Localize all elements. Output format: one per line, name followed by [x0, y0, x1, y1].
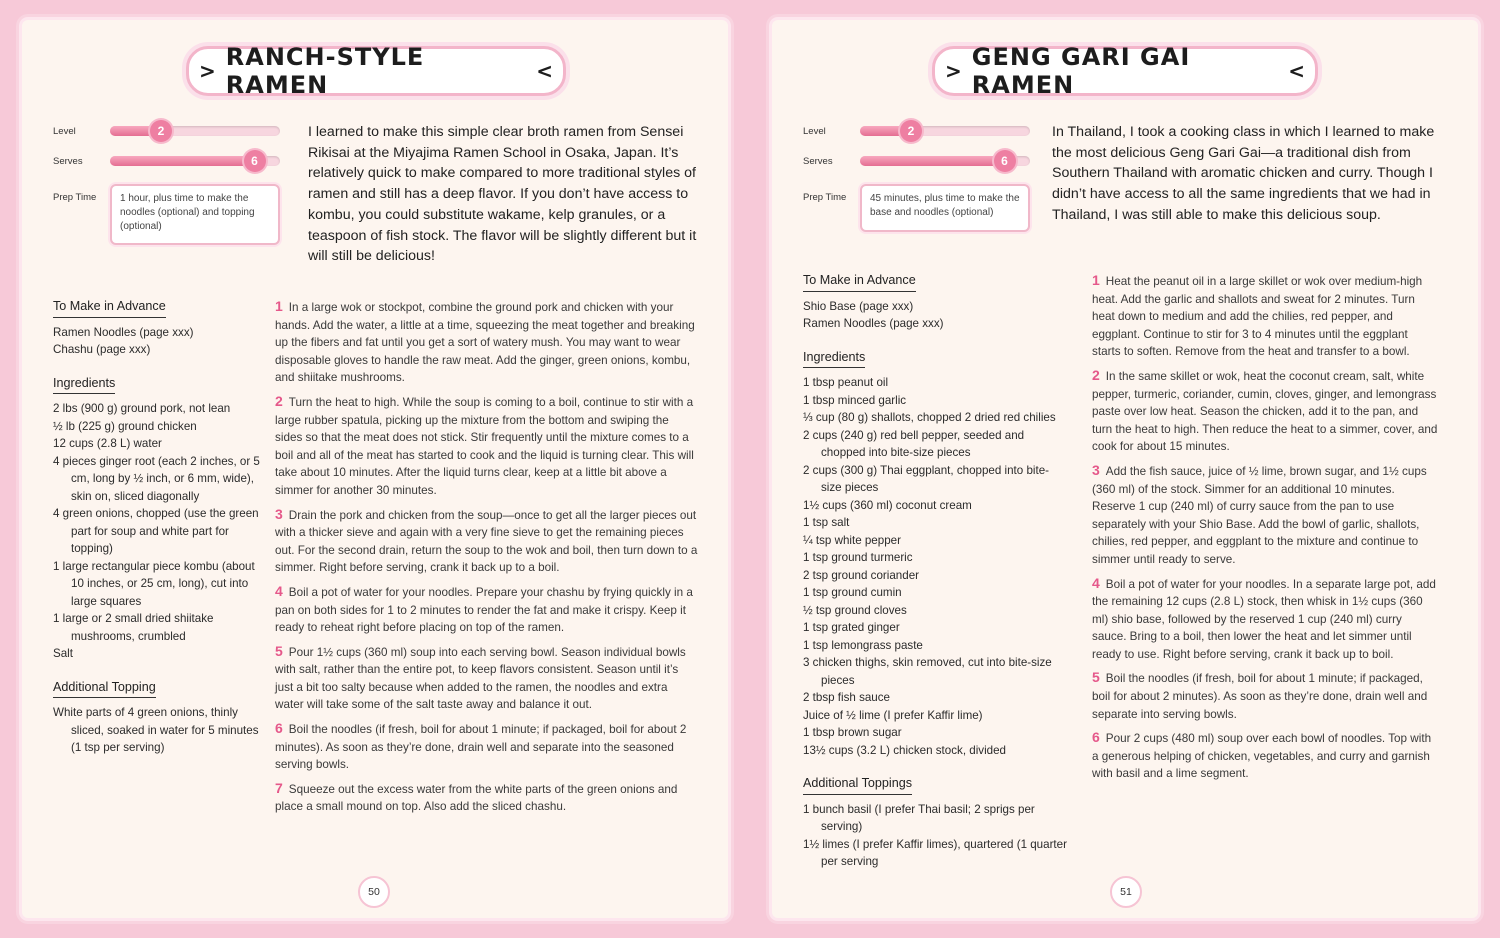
instruction-step: [1092, 462, 1438, 569]
ingredient-item: Ramen Noodles (page xxx): [803, 317, 944, 330]
step-number: 1: [1092, 272, 1100, 288]
step-number: 2: [275, 392, 283, 409]
instruction-step: [1092, 575, 1438, 664]
step-number: 4: [275, 582, 283, 599]
section-heading: Ingredients: [53, 375, 115, 395]
step-number: 1: [275, 298, 283, 314]
step-text: Pour 2 cups (480 ml) soup over each bowl of noodles. Top with a generous helping of chicken, vegetables, and curry and garnish with basil and a lime segment.: [1092, 732, 1432, 781]
right-page: [772, 20, 1478, 918]
step-text: Pour 1½ cups (360 ml) soup into each serving bowl. Season individual bowls with salt, rather than the entire pot, to keep flavors consistent. Season until it’s just a bit too salty because when added to the ramen, the noodles and extra water will take some of the salt taste away and balance it out.: [275, 645, 686, 712]
section-heading: To Make in Advance: [803, 272, 916, 292]
step-number: 4: [1092, 574, 1100, 591]
ingredient-item: Chashu (page xxx): [53, 343, 151, 356]
instruction-step: [275, 393, 699, 500]
ingredient-item: 1½ cups (360 ml) coconut cream: [803, 498, 972, 512]
instructions: [275, 298, 699, 822]
ingredient-item: 1 tbsp brown sugar: [803, 726, 902, 739]
level-bar: [860, 126, 1030, 136]
ingredient-item: 1 tsp salt: [803, 516, 850, 529]
section-heading: To Make in Advance: [53, 298, 166, 318]
ingredient-item: White parts of 4 green onions, thinly sliced, soaked in water for 5 minutes (1 tsp per serving): [53, 706, 259, 754]
ingredients-sidebar: [803, 272, 1069, 887]
chevron-left-icon: <: [1288, 59, 1305, 83]
step-text: Squeeze out the excess water from the white parts of the green onions and place a small mound on top. Also add the sliced chashu.: [275, 782, 678, 814]
level-flower-icon: 2: [150, 120, 172, 142]
section-heading: Additional Toppings: [803, 775, 912, 795]
serves-label: Serves: [53, 156, 83, 167]
recipe-title: RANCH-STYLE RAMEN: [225, 43, 425, 99]
ingredient-item: 1 tsp lemongrass paste: [803, 638, 923, 652]
instruction-step: [275, 643, 699, 714]
step-number: 5: [275, 642, 283, 659]
ingredient-item: 2 tsp ground coriander: [803, 568, 920, 582]
instruction-step: [275, 720, 699, 774]
ingredient-item: ¼ tsp white pepper: [803, 533, 901, 547]
serves-bar: [110, 156, 280, 166]
step-number: 2: [1092, 366, 1100, 383]
ingredient-section: [803, 775, 1069, 871]
ingredient-section: [53, 375, 263, 663]
intro-paragraph: In Thailand, I took a cooking class in which I learned to make the most delicious Geng Gari Gai—a traditional dish from Southern Thailand with aromatic chicken and curry. Though I didn’t have access to all the same ingredients that we had in Thailand, I was still able to make this delicious soup.: [1052, 124, 1435, 223]
serves-flower-icon: 6: [994, 150, 1016, 172]
serves-bar-fill: [860, 156, 1005, 166]
instructions: [1092, 272, 1438, 789]
ingredients-sidebar: [53, 298, 263, 773]
chevron-right-icon: >: [945, 59, 962, 83]
ingredient-section: [53, 679, 263, 757]
page-number: 50: [358, 876, 390, 908]
ingredient-section: [803, 349, 1069, 760]
recipe-title-banner: [186, 43, 566, 99]
step-text: Boil the noodles (if fresh, boil for about 1 minute; if packaged, boil for about 2 minutes). As soon as they’re done, drain well and separate into the seasoned serving bowls.: [275, 723, 687, 772]
instruction-step: [275, 583, 699, 637]
serves-label: Serves: [803, 156, 833, 167]
step-text: Boil a pot of water for your noodles. In a separate large pot, add the remaining 12 cups (2.8 L) stock, then whisk in 1½ cups (360 ml) shio base, followed by the reserved 1 cup (240 ml) curry sauce. Bring to a boil, then lower the heat and let simmer until ready to use. Right before serving, crank it back up to boil.: [1092, 577, 1436, 661]
step-text: Heat the peanut oil in a large skillet or wok over medium-high heat. Add the garlic and shallots and sweat for 2 minutes. Turn heat down to medium and add the chilies, red pepper, and eggplant. Continue to stir for 3 to 4 minutes until the eggplant starts to soften. Remove from the heat and transfer to a bowl.: [1092, 275, 1423, 359]
ingredient-item: 2 lbs (900 g) ground pork, not lean: [53, 402, 231, 415]
step-text: In a large wok or stockpot, combine the ground pork and chicken with your hands. Add the water, a little at a time, squeezing the meat together and breaking up the fibers and fat until you get a sort of watery mush. You may want to wear disposable gloves to handle the raw meat. Add the ginger, green onions, kombu, and shiitake mushrooms.: [275, 301, 695, 385]
instruction-step: [1092, 272, 1438, 361]
ingredient-item: 1 large rectangular piece kombu (about 10 inches, or 25 cm, long), cut into large squares: [53, 559, 255, 608]
prep-time-label: Prep Time: [53, 192, 97, 203]
step-text: Boil a pot of water for your noodles. Prepare your chashu by frying quickly in a pan on both sides for 1 to 2 minutes to render the fat and make it crispy. Keep it ready to reheat right before placing on top of the ramen.: [275, 585, 693, 635]
level-flower-icon: 2: [900, 120, 922, 142]
intro-paragraph: I learned to make this simple clear broth ramen from Sensei Rikisai at the Miyajima Ramen School in Osaka, Japan. It’s relatively quick to make compared to more traditional styles of ramen and still has a deep flavor. If you don’t have access to kombu, you could substitute wakame, kelp granules, or a teaspoon of fish stock. The flavor will be slightly different but it will still be delicious!: [308, 124, 697, 265]
ingredient-item: 1 bunch basil (I prefer Thai basil; 2 sprigs per serving): [803, 802, 1035, 833]
serves-bar-fill: [110, 156, 255, 166]
instruction-step: [1092, 367, 1438, 456]
ingredient-item: ⅓ cup (80 g) shallots, chopped 2 dried red chilies: [803, 411, 1056, 424]
section-heading: Additional Topping: [53, 679, 156, 699]
prep-time-value: 1 hour, plus time to make the noodles (optional) and topping (optional): [110, 184, 280, 245]
ingredient-item: 2 cups (300 g) Thai eggplant, chopped into bite-size pieces: [803, 463, 1049, 494]
instruction-step: [1092, 729, 1438, 783]
step-number: 6: [275, 720, 283, 737]
step-text: Drain the pork and chicken from the soup—once to get all the larger pieces out with a thicker sieve and again with a very fine sieve to get the remaining pieces out. For the second drain, return the soup to the wok and boil, then turn down to a simmer. Right before serving, crank it back up to a boil.: [275, 508, 698, 575]
recipe-title-banner: [932, 43, 1318, 99]
ingredient-item: 1 tbsp peanut oil: [803, 376, 889, 389]
left-page: [22, 20, 728, 918]
serves-bar: [860, 156, 1030, 166]
step-text: In the same skillet or wok, heat the coconut cream, salt, white pepper, turmeric, coriander, cumin, cloves, ginger, and lemongrass paste over low heat. Season the chicken, add it to the pan, and turn the heat to high. Then reduce the heat to a simmer, cover, and cook for about 15 minutes.: [1092, 369, 1438, 454]
level-label: Level: [53, 126, 76, 137]
step-number: 3: [275, 505, 283, 522]
ingredient-item: 1 tsp grated ginger: [803, 621, 900, 634]
ingredient-item: 3 chicken thighs, skin removed, cut into bite-size pieces: [803, 656, 1052, 687]
step-number: 6: [1092, 729, 1100, 746]
ingredient-item: 2 cups (240 g) red bell pepper, seeded and chopped into bite-size pieces: [803, 428, 1025, 459]
section-heading: Ingredients: [803, 349, 865, 369]
instruction-step: [275, 506, 699, 577]
instruction-step: [1092, 669, 1438, 723]
chevron-left-icon: <: [536, 59, 553, 83]
ingredient-item: Ramen Noodles (page xxx): [53, 325, 194, 339]
ingredient-item: 1 tsp ground turmeric: [803, 551, 913, 564]
ingredient-item: ½ tsp ground cloves: [803, 603, 907, 617]
step-number: 5: [1092, 669, 1100, 686]
serves-flower-icon: 6: [244, 150, 266, 172]
ingredient-item: 1 tsp ground cumin: [803, 586, 902, 599]
recipe-title: GENG GARI GAI RAMEN: [971, 43, 1191, 99]
ingredient-section: [53, 298, 263, 359]
prep-time-value: 45 minutes, plus time to make the base and noodles (optional): [860, 184, 1030, 232]
prep-time-label: Prep Time: [803, 192, 847, 203]
chevron-right-icon: >: [199, 59, 216, 83]
ingredient-item: 4 pieces ginger root (each 2 inches, or 5 cm, long by ½ inch, or 6 mm, wide), skin on, sliced diagonally: [53, 454, 260, 503]
ingredient-item: 1 large or 2 small dried shiitake mushrooms, crumbled: [53, 612, 214, 643]
ingredient-item: 4 green onions, chopped (use the green part for soup and white part for topping): [53, 507, 259, 555]
ingredient-item: 2 tbsp fish sauce: [803, 691, 891, 704]
ingredient-item: 13½ cups (3.2 L) chicken stock, divided: [803, 743, 1006, 757]
step-number: 3: [1092, 461, 1100, 478]
ingredient-item: 12 cups (2.8 L) water: [53, 437, 162, 450]
page-number: 51: [1110, 876, 1142, 908]
ingredient-item: 1 tbsp minced garlic: [803, 393, 907, 407]
instruction-step: [275, 780, 699, 816]
ingredient-item: Shio Base (page xxx): [803, 299, 914, 313]
ingredient-item: ½ lb (225 g) ground chicken: [53, 419, 197, 433]
step-text: Turn the heat to high. While the soup is coming to a boil, continue to stir with a large rubber spatula, picking up the mixture from the bottom and swiping the sides so that the meat does not stick. Stir frequently until the mixture comes to a boil and all of the meat has started to cook and the liquid is turning clear. This will take about 10 minutes. After the liquid turns clear, keep at a little bit above a simmer for another 30 minutes.: [275, 395, 694, 497]
step-number: 7: [275, 779, 283, 796]
ingredient-item: Salt: [53, 647, 73, 660]
ingredient-section: [803, 272, 1069, 333]
step-text: Add the fish sauce, juice of ½ lime, brown sugar, and 1½ cups (360 ml) of the stock. Simmer for an additional 10 minutes. Reserve 1 cup (240 ml) of curry sauce from the pan to use separately with your Shio Base. Add the bowl of garlic, shallots, chilies, red pepper, and eggplant to the mixture and continue to simmer until ready to serve.: [1092, 464, 1427, 566]
step-text: Boil the noodles (if fresh, boil for about 1 minute; if packaged, boil for about 2 minutes). As soon as they’re done, drain well and separate into serving bowls.: [1092, 672, 1428, 721]
ingredient-item: Juice of ½ lime (I prefer Kaffir lime): [803, 708, 983, 722]
ingredient-item: 1½ limes (I prefer Kaffir limes), quartered (1 quarter per serving: [803, 837, 1067, 868]
level-label: Level: [803, 126, 826, 137]
instruction-step: [275, 298, 699, 387]
level-bar: [110, 126, 280, 136]
